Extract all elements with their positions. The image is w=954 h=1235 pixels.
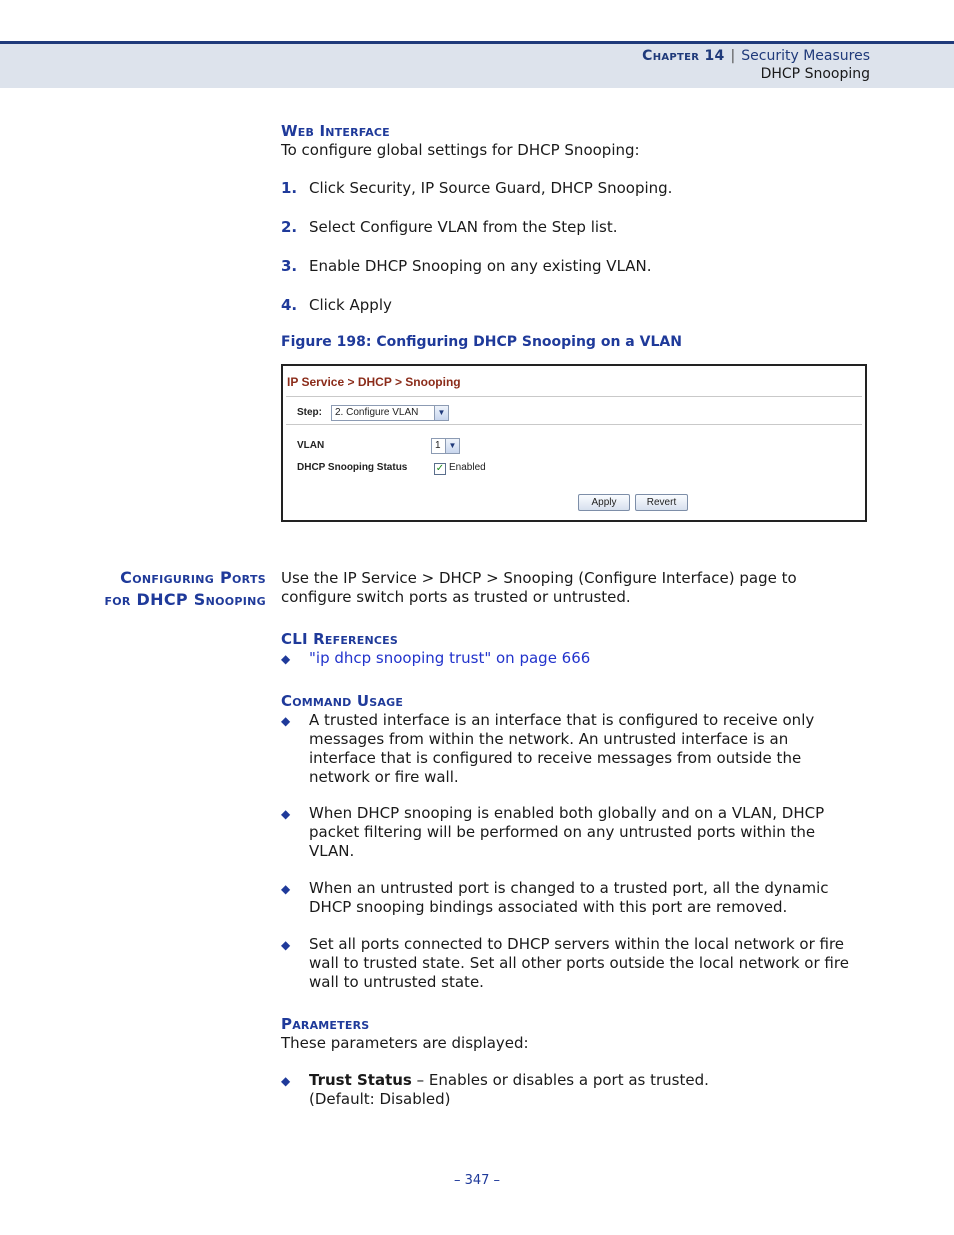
- revert-button[interactable]: Revert: [635, 494, 688, 511]
- diamond-bullet-icon: ◆: [281, 807, 291, 821]
- step-number: 2.: [281, 218, 298, 236]
- usage-item: When DHCP snooping is enabled both globally and on a VLAN, DHCP packet filtering will be performed on any untrusted ports within the VLAN.: [309, 804, 825, 860]
- step-label: Step:: [297, 407, 322, 418]
- vlan-select-value: 1: [435, 440, 441, 451]
- chevron-down-icon[interactable]: ▼: [434, 406, 448, 420]
- cli-reference-link[interactable]: "ip dhcp snooping trust" on page 666: [309, 649, 591, 667]
- step-number: 3.: [281, 257, 298, 275]
- vlan-select[interactable]: [431, 438, 460, 454]
- usage-item: When an untrusted port is changed to a trusted port, all the dynamic DHCP snooping bindings associated with this port are removed.: [309, 879, 829, 916]
- usage-item: A trusted interface is an interface that is configured to receive only messages from within the network. An untrusted interface is an interface that is configured to receive messages from outside the network or fire wall.: [309, 711, 815, 786]
- command-usage-heading: Command Usage: [281, 692, 404, 710]
- step-select-value: 2. Configure VLAN: [335, 407, 419, 418]
- usage-item: Set all ports connected to DHCP servers within the local network or fire wall to trusted state. Set all other ports outside the local network or fire wall to untrusted state.: [309, 935, 849, 991]
- diamond-bullet-icon: ◆: [281, 714, 291, 728]
- figure-caption: Figure 198: Configuring DHCP Snooping on a VLAN: [281, 334, 682, 350]
- snooping-status-checkbox[interactable]: [434, 463, 446, 475]
- page-number: – 347 –: [453, 1173, 501, 1188]
- diamond-bullet-icon: ◆: [281, 652, 291, 666]
- chevron-down-icon[interactable]: ▼: [445, 439, 459, 453]
- chapter-number: Chapter 14: [642, 48, 725, 64]
- parameter-default: (Default: Disabled): [309, 1090, 451, 1108]
- web-interface-heading: Web Interface: [281, 122, 390, 140]
- step-number: 4.: [281, 296, 298, 314]
- ports-intro-line2: configure switch ports as trusted or untrusted.: [281, 588, 631, 606]
- step-text: Select Configure VLAN from the Step list.: [309, 218, 618, 236]
- parameter-description: – Enables or disables a port as trusted.: [411, 1071, 709, 1089]
- section-side-heading-line2: for DHCP Snooping: [104, 590, 266, 609]
- divider: [286, 424, 862, 425]
- cli-references-heading: CLI References: [281, 630, 398, 648]
- parameter-name: Trust Status: [309, 1071, 412, 1089]
- parameter-item: [309, 1071, 709, 1090]
- divider: [286, 396, 862, 397]
- chapter-line: [642, 48, 870, 64]
- parameters-heading: Parameters: [281, 1015, 370, 1033]
- screenshot-breadcrumb: IP Service > DHCP > Snooping: [287, 375, 461, 389]
- ports-intro-line1: Use the IP Service > DHCP > Snooping (Configure Interface) page to: [281, 569, 797, 587]
- snooping-status-label: DHCP Snooping Status: [297, 462, 408, 473]
- apply-button[interactable]: Apply: [578, 494, 630, 511]
- running-header: [0, 41, 954, 88]
- step-text: Enable DHCP Snooping on any existing VLAN.: [309, 257, 652, 275]
- header-separator: |: [730, 48, 736, 64]
- chapter-title: Security Measures: [741, 48, 870, 64]
- checkmark-icon: ✓: [435, 463, 445, 474]
- snooping-status-enabled-label: Enabled: [449, 462, 486, 473]
- step-text: Click Security, IP Source Guard, DHCP Snooping.: [309, 179, 673, 197]
- step-number: 1.: [281, 179, 298, 197]
- diamond-bullet-icon: ◆: [281, 938, 291, 952]
- section-title: DHCP Snooping: [760, 66, 870, 82]
- web-interface-intro: To configure global settings for DHCP Snooping:: [281, 141, 640, 159]
- section-side-heading-line1: Configuring Ports: [120, 568, 266, 587]
- step-text: Click Apply: [309, 296, 392, 314]
- vlan-label: VLAN: [297, 440, 325, 451]
- diamond-bullet-icon: ◆: [281, 1074, 291, 1088]
- parameters-intro: These parameters are displayed:: [281, 1034, 529, 1052]
- step-select[interactable]: [331, 405, 449, 421]
- figure-screenshot: [281, 364, 867, 522]
- diamond-bullet-icon: ◆: [281, 882, 291, 896]
